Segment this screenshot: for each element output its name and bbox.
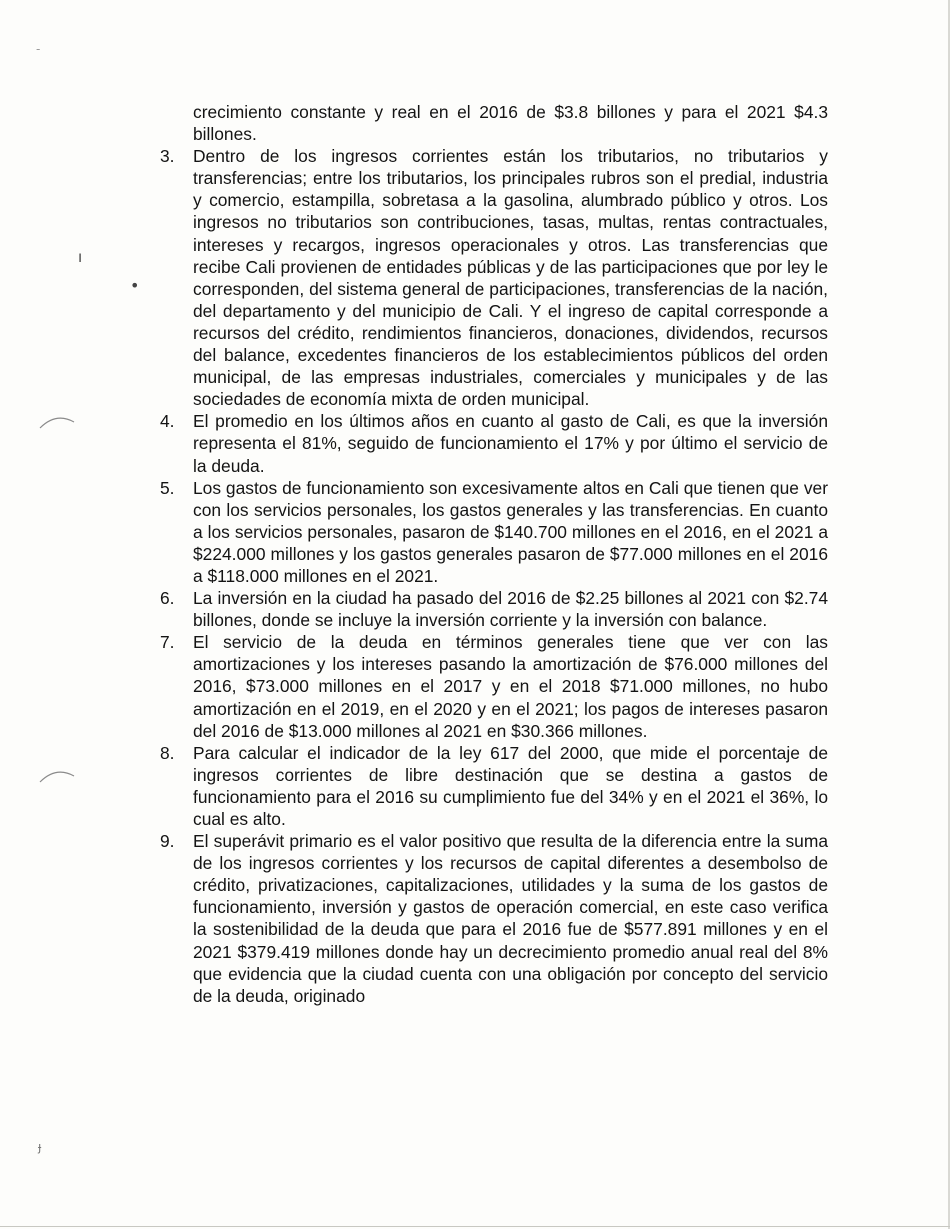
list-item xyxy=(160,410,828,476)
item-text: La inversión en la ciudad ha pasado del 2016 de $2.25 billones al 2021 con $2.74 billones, donde se incluye la inversión corriente y la inversión con balance. xyxy=(193,588,828,631)
item-number: 4. xyxy=(160,411,175,432)
list-item xyxy=(160,587,828,631)
scan-arc-mark xyxy=(38,410,78,430)
list-item xyxy=(160,830,828,1007)
item-text: El promedio en los últimos años en cuanto al gasto de Cali, es que la inversión representa el 81%, seguido de funcionamiento el 17% y por último el servicio de la deuda. xyxy=(193,411,828,476)
scan-dot-mark: • xyxy=(130,276,140,295)
scan-speck-mark: ı xyxy=(78,248,83,266)
item-text: El superávit primario es el valor positivo que resulta de la diferencia entre la suma de los ingresos corrientes y los recursos de capital diferentes a desembolso de crédito, privatizaciones, capitalizaciones, utilidades y la suma de los gastos de funcionamiento, inversión y gastos de operación comercial, en este caso verifica la sostenibilidad de la deuda que para el 2016 fue de $577.891 millones y en el 2021 $379.419 millones donde hay un decrecimiento promedio anual real del 8% que evidencia que la ciudad cuenta con una obligación por concepto del servicio de la deuda, originado xyxy=(193,831,828,1006)
item-text: Para calcular el indicador de la ley 617 del 2000, que mide el porcentaje de ingresos corrientes de libre destinación que se destina a gastos de funcionamiento para el 2016 su cumplimiento fue del 34% y en el 2021 el 36%, lo cual es alto. xyxy=(193,742,828,829)
numbered-list xyxy=(160,145,828,1007)
item-text: Los gastos de funcionamiento son excesivamente altos en Cali que tienen que ver con los servicios personales, los gastos generales y las transferencias. En cuanto a los servicios personales, pasaron de $140.700 millones en el 2016, en el 2021 a $224.000 millones y los gastos generales pasaron de $77.000 millones en el 2016 a $118.000 millones en el 2021. xyxy=(193,477,828,586)
item-text: El servicio de la deuda en términos generales tiene que ver con las amortizaciones y los intereses pasando la amortización de $76.000 millones del 2016, $73.000 millones en el 2017 y en el 2018 $71.000 millones, no hubo amortización en el 2019, en el 2020 y en el 2021; los pagos de intereses pasaron del 2016 de $13.000 millones al 2021 en $30.366 millones. xyxy=(193,632,828,741)
item-number: 3. xyxy=(160,146,175,167)
scan-edge-bottom xyxy=(0,1226,950,1227)
list-item xyxy=(160,477,828,587)
lead-paragraph: crecimiento constante y real en el 2016 de $3.8 billones y para el 2021 $4.3 billones. xyxy=(193,102,828,145)
item-number: 9. xyxy=(160,831,175,852)
list-item xyxy=(160,631,828,741)
document-body xyxy=(160,101,828,1007)
scan-arc-mark-lower xyxy=(38,764,78,784)
scan-speck-mark-lower: ɟ xyxy=(38,1140,42,1154)
item-number: 8. xyxy=(160,742,175,763)
scan-dash-mark: - xyxy=(36,42,41,56)
item-text: Dentro de los ingresos corrientes están los tributarios, no tributarios y transferencias; entre los tributarios, los principales rubros son el predial, industria y comercio, estampilla, sobretasa a la gasolina, alumbrado público y otros. Los ingresos no tributarios son contribuciones, tasas, multas, rentas contractuales, intereses y recargos, ingresos operacionales y otros. Las transferencias que recibe Cali provienen de entidades públicas y de las participaciones que por ley le corresponden, del sistema general de participaciones, transferencias de la nación, del departamento y del municipio de Cali. Y el ingreso de capital corresponde a recursos del crédito, rendimientos financieros, donaciones, dividendos, recursos del balance, excedentes financieros de los establecimientos públicos del orden municipal, de las empresas industriales, comerciales y municipales y de las sociedades de economía mixta de orden municipal. xyxy=(193,146,828,410)
item-number: 7. xyxy=(160,632,175,653)
list-item xyxy=(160,145,828,410)
item-number: 5. xyxy=(160,477,175,498)
item-number: 6. xyxy=(160,588,175,609)
list-item xyxy=(160,742,828,830)
